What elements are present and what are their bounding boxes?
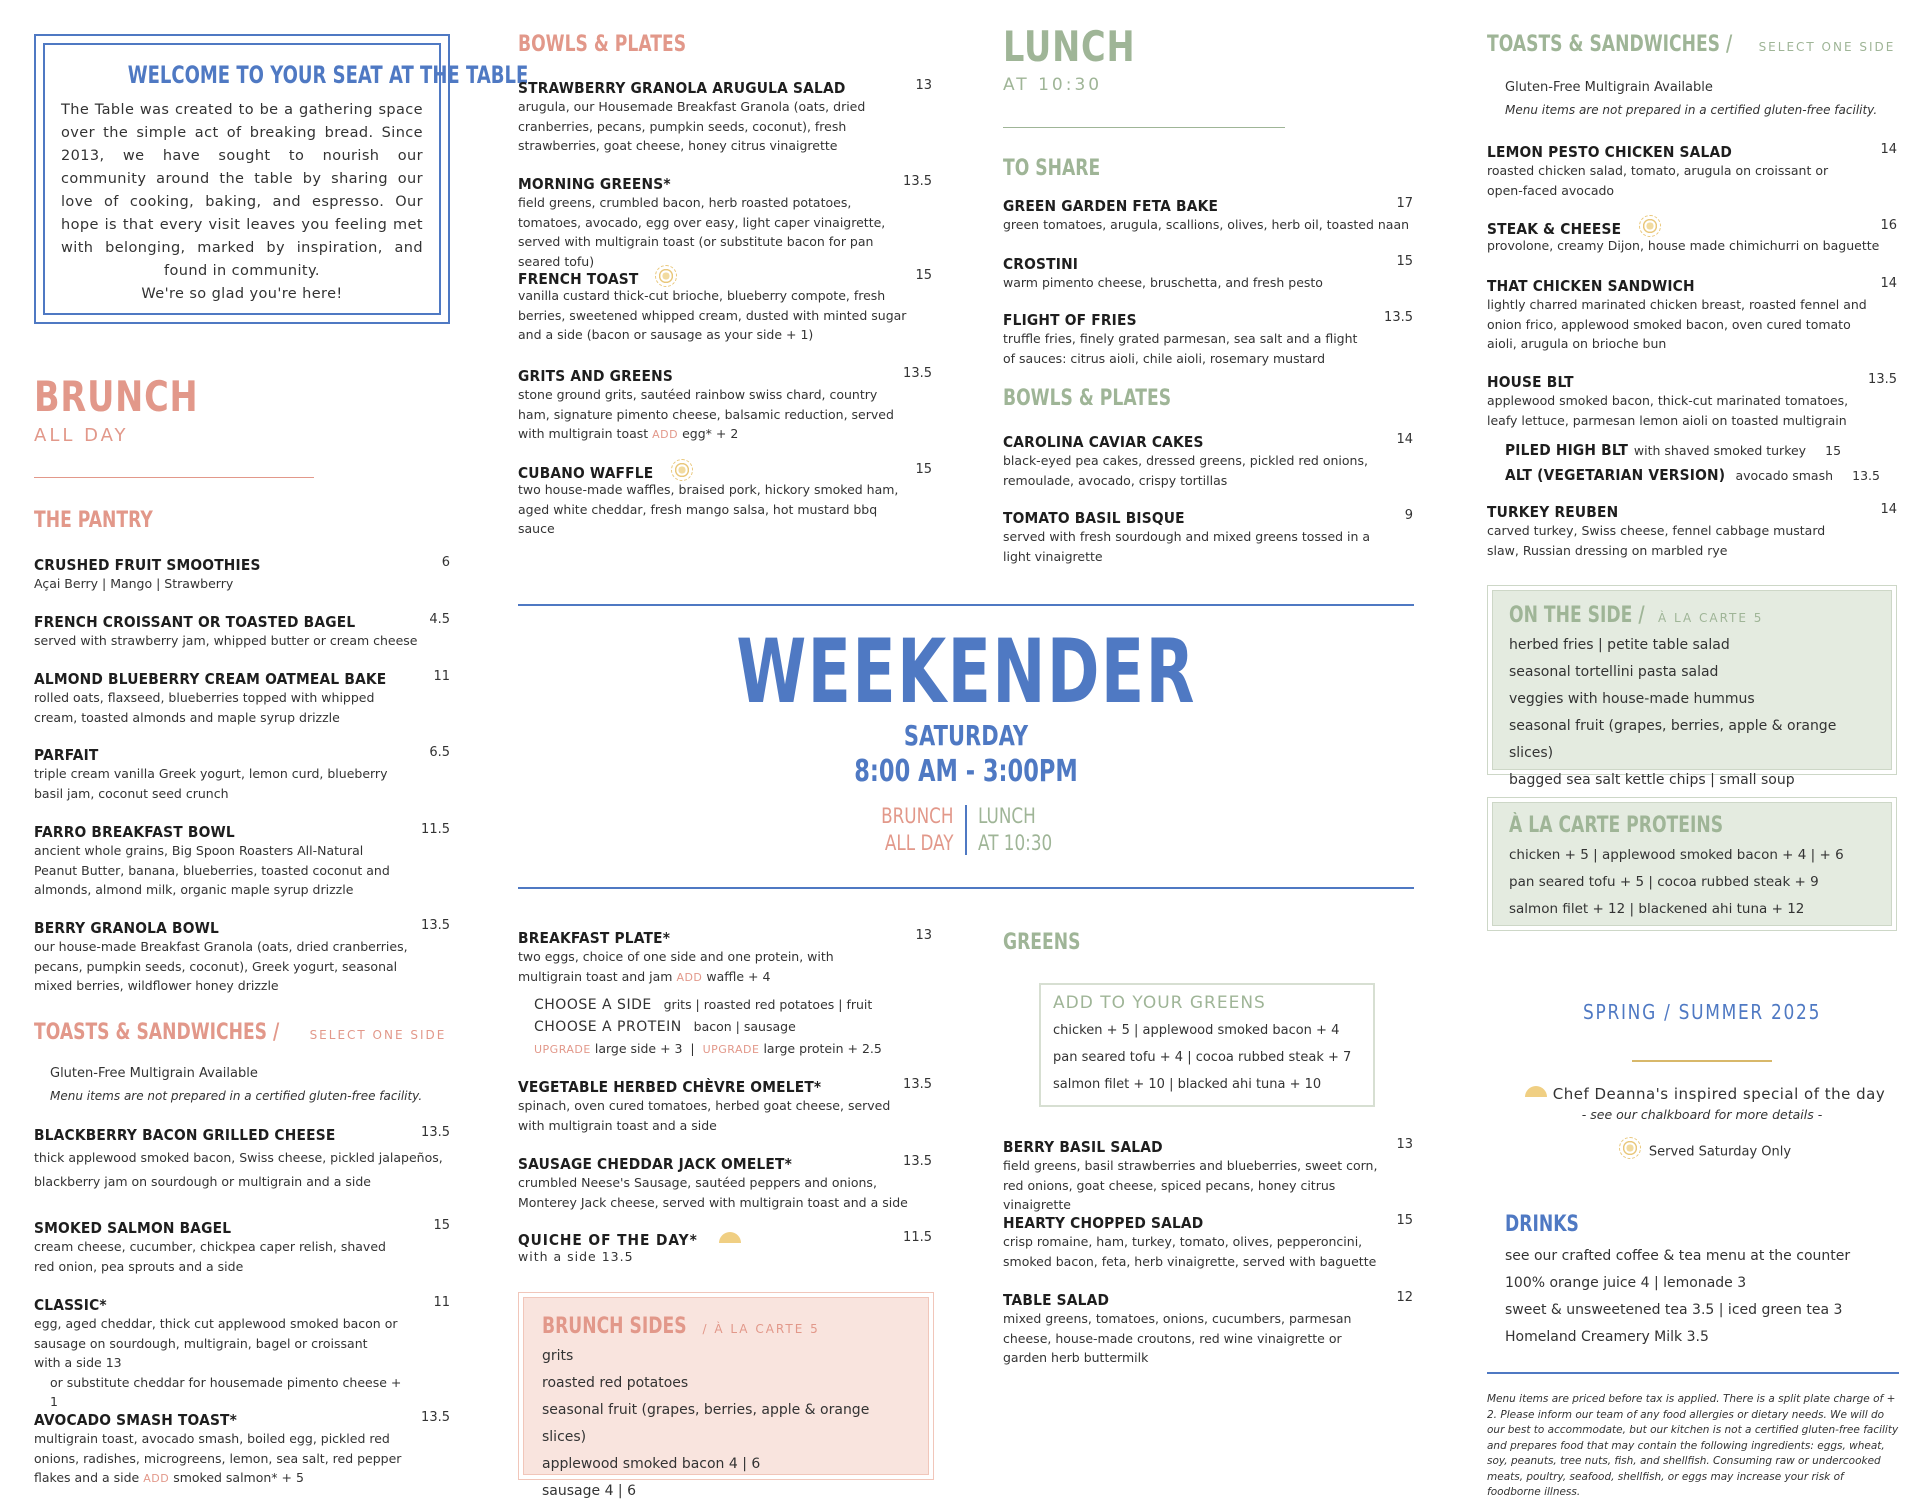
menu-item xyxy=(518,366,932,445)
gf-note: Gluten-Free Multigrain Available xyxy=(1505,80,1713,95)
item-name: BERRY BASIL SALAD xyxy=(1003,1138,1163,1156)
proteins-title: À LA CARTE PROTEINS xyxy=(1509,813,1724,838)
menu-item xyxy=(1003,1290,1413,1368)
menu-item xyxy=(1003,254,1413,293)
item-price: 13.5 xyxy=(903,1154,932,1169)
variant-name: PILED HIGH BLT xyxy=(1505,441,1629,459)
desc-text: two eggs, choice of one side and one protein, with multigrain toast and jam xyxy=(518,949,834,984)
lunch-title: LUNCH xyxy=(1003,22,1136,71)
item-price: 6.5 xyxy=(429,745,450,760)
add-greens-box xyxy=(1039,983,1375,1107)
item-desc xyxy=(518,385,932,445)
protein-item: chicken + 5 | applewood smoked bacon + 4 | + 6 xyxy=(1509,847,1844,863)
item-name: TURKEY REUBEN xyxy=(1487,503,1619,521)
item-desc: truffle fries, finely grated parmesan, sea salt and a flight of sauces: citrus aioli, chile aioli, rosemary mustard xyxy=(1003,331,1358,366)
menu-item xyxy=(34,745,450,803)
menu-item xyxy=(518,462,932,539)
toasts-subtitle: SELECT ONE SIDE xyxy=(309,1028,447,1042)
lunch-bowls-title: BOWLS & PLATES xyxy=(1003,386,1172,411)
add-greens-line: salmon filet + 10 | blacked ahi tuna + 10 xyxy=(1053,1077,1322,1092)
item-price: 6 xyxy=(441,555,450,570)
side-item: veggies with house-made hummus xyxy=(1509,691,1755,707)
item-desc xyxy=(518,947,932,987)
menu-item xyxy=(34,1218,450,1276)
menu-item xyxy=(1003,1137,1413,1215)
desc-text: stone ground grits, sautéed rainbow swiss chard, country ham, signature pimento cheese, balsamic reduction, served with multigrain toast xyxy=(518,387,894,441)
item-name: VEGETABLE HERBED CHÈVRE OMELET* xyxy=(518,1078,822,1096)
item-desc: applewood smoked bacon, thick-cut marinated tomatoes, leafy lettuce, parmesan lemon aioli on toasted multigrain xyxy=(1487,393,1849,428)
item-name: STEAK & CHEESE xyxy=(1487,219,1622,238)
brunch-sides-subtitle: / À LA CARTE 5 xyxy=(702,1322,820,1336)
item-price: 13 xyxy=(1396,1137,1413,1152)
welcome-text: The Table was created to be a gathering space over the simple act of breaking bread. Since 2013, we have sought to nourish our community around the table by sharing our love of cooking, baking, and espresso. Our hope is that every visit leaves you feeling met with belonging, marked by inspiration, and found in community. xyxy=(61,102,423,279)
choose-side-label: CHOOSE A SIDE xyxy=(534,997,652,1013)
item-price: 12 xyxy=(1396,1290,1413,1305)
item-name: THAT CHICKEN SANDWICH xyxy=(1487,277,1695,295)
brunch-sides-box xyxy=(518,1292,934,1499)
menu-item xyxy=(1003,310,1413,368)
item-price: 13.5 xyxy=(421,1410,450,1425)
upgrade-label: UPGRADE xyxy=(702,1043,760,1056)
item-price: 14 xyxy=(1880,502,1897,517)
menu-item xyxy=(1003,1213,1413,1271)
item-name: CAROLINA CAVIAR CAKES xyxy=(1003,433,1204,451)
welcome-closing: We're so glad you're here! xyxy=(141,286,343,302)
item-desc: served with strawberry jam, whipped butter or cream cheese xyxy=(34,633,418,648)
on-the-side-subtitle: À LA CARTE 5 xyxy=(1658,611,1764,625)
menu-item xyxy=(34,612,450,651)
item-desc xyxy=(34,1429,410,1489)
drink-item: Homeland Creamery Milk 3.5 xyxy=(1505,1329,1709,1345)
item-desc: green tomatoes, arugula, scallions, olives, herb oil, toasted naan xyxy=(1003,217,1410,232)
item-desc: mixed greens, tomatoes, onions, cucumbers, parmesan cheese, house-made croutons, red wine vinaigrette or garden herb buttermilk xyxy=(1003,1311,1352,1365)
item-desc: ancient whole grains, Big Spoon Roasters All-Natural Peanut Butter, banana, blueberries, toasted coconut and almonds, almond milk, organic maple syrup drizzle xyxy=(34,843,390,897)
menu-item xyxy=(1487,276,1897,354)
brunch-side-item: seasonal fruit (grapes, berries, apple & orange slices) xyxy=(542,1402,870,1445)
item-desc: thick applewood smoked bacon, Swiss cheese, pickled jalapeños, blackberry jam on sourdough or multigrain and a side xyxy=(34,1150,443,1189)
item-price: 14 xyxy=(1396,432,1413,447)
item-name: HOUSE BLT xyxy=(1487,373,1574,391)
item-desc: rolled oats, flaxseed, blueberries topped with whipped cream, toasted almonds and maple syrup drizzle xyxy=(34,690,375,725)
item-name: FRENCH TOAST xyxy=(518,269,639,288)
add-label: ADD xyxy=(676,970,703,984)
choose-protein-label: CHOOSE A PROTEIN xyxy=(534,1019,682,1035)
menu-item xyxy=(518,1154,932,1212)
item-name: LEMON PESTO CHICKEN SALAD xyxy=(1487,143,1733,161)
upgrade-side: large side + 3 xyxy=(594,1041,683,1056)
item-name: QUICHE OF THE DAY* xyxy=(518,1231,698,1249)
item-desc: vanilla custard thick-cut brioche, blueberry compote, fresh berries, sweetened whipped cream, dusted with minted sugar and a side (bacon or sausage as your side + 1) xyxy=(518,288,907,342)
add-greens-line: pan seared tofu + 4 | cocoa rubbed steak + 7 xyxy=(1053,1050,1352,1065)
item-price: 9 xyxy=(1404,508,1413,523)
item-desc: roasted chicken salad, tomato, arugula on croissant or open-faced avocado xyxy=(1487,163,1829,198)
item-price: 15 xyxy=(1396,1213,1413,1228)
item-desc: served with fresh sourdough and mixed greens tossed in a light vinaigrette xyxy=(1003,529,1371,564)
item-desc: cream cheese, cucumber, chickpea caper relish, shaved red onion, pea sprouts and a side xyxy=(34,1239,386,1274)
item-price: 15 xyxy=(915,462,932,477)
menu-item xyxy=(518,1230,932,1267)
item-name: GRITS AND GREENS xyxy=(518,367,673,385)
mode-lunch-sub: AT 10:30 xyxy=(978,831,1053,855)
pantry-title: THE PANTRY xyxy=(34,508,153,533)
greens-title: GREENS xyxy=(1003,930,1081,955)
drink-item: sweet & unsweetened tea 3.5 | iced green tea 3 xyxy=(1505,1302,1843,1318)
item-name: CROSTINI xyxy=(1003,255,1079,273)
menu-item xyxy=(1003,432,1413,490)
season-block xyxy=(1487,1000,1917,1162)
item-name: BERRY GRANOLA BOWL xyxy=(34,919,220,937)
item-name: MORNING GREENS* xyxy=(518,175,671,193)
item-desc: crumbled Neese's Sausage, sautéed peppers and onions, Monterey Jack cheese, served with multigrain toast and a side xyxy=(518,1175,908,1210)
footer-note: Menu items are priced before tax is applied. There is a split plate charge of + 2. Please inform our team of any food allergies or dietary needs. We will do our best to accommodate, but our kitchen is not a certified gluten-free facility and prepares food that may contain the following ingredients: eggs, wheat, soy, peanuts, tree nuts, fish, and shellfish. Consuming raw or undercooked meats, poultry, seafood, shellfish, or eggs may increase your risk of foodborne illness. xyxy=(1487,1393,1899,1498)
menu-item xyxy=(34,555,450,594)
item-desc-sub: or substitute cheddar for housemade pimento cheese + 1 xyxy=(50,1374,402,1409)
protein-item: pan seared tofu + 5 | cocoa rubbed steak + 9 xyxy=(1509,874,1819,890)
item-price: 13.5 xyxy=(1384,310,1413,325)
season-title: SPRING / SUMMER 2025 xyxy=(1582,1000,1822,1024)
item-price: 4.5 xyxy=(429,612,450,627)
item-desc: provolone, creamy Dijon, house made chimichurri on baguette xyxy=(1487,238,1880,253)
menu-item xyxy=(34,1410,450,1489)
item-desc: triple cream vanilla Greek yogurt, lemon curd, blueberry basil jam, coconut seed crunch xyxy=(34,766,388,801)
item-name: CLASSIC* xyxy=(34,1296,107,1314)
item-price: 17 xyxy=(1396,196,1413,211)
side-item: bagged sea salt kettle chips | small soup xyxy=(1509,772,1795,788)
brunch-subtitle: ALL DAY xyxy=(34,425,129,446)
lunch-toasts-title: TOASTS & SANDWICHES / xyxy=(1487,32,1733,57)
item-desc: warm pimento cheese, bruschetta, and fresh pesto xyxy=(1003,275,1323,290)
item-name: GREEN GARDEN FETA BAKE xyxy=(1003,197,1219,215)
item-name: BREAKFAST PLATE* xyxy=(518,929,671,947)
item-price: 13 xyxy=(915,928,932,943)
item-desc: lightly charred marinated chicken breast, roasted fennel and onion frico, applewood smoked bacon, oven cured tomato aioli, arugula on brioche bun xyxy=(1487,297,1867,351)
weekender-day: SATURDAY xyxy=(903,719,1029,752)
choose-options: CHOOSE A SIDE grits | roasted red potatoes | fruit CHOOSE A PROTEIN bacon | sausage UPGRADE large side + 3 | UPGRADE large protein + 2.5 xyxy=(534,997,882,1056)
item-price: 13.5 xyxy=(421,918,450,933)
item-name: CUBANO WAFFLE xyxy=(518,463,654,482)
menu-item xyxy=(34,822,450,900)
welcome-title: WELCOME TO YOUR SEAT AT THE TABLE xyxy=(127,61,529,89)
item-price: 13 xyxy=(915,78,932,93)
variant-price: 15 xyxy=(1825,443,1842,458)
weekender-title: WEEKENDER xyxy=(736,620,1196,723)
variant-price: 13.5 xyxy=(1852,468,1880,483)
lunch-subtitle: AT 10:30 xyxy=(1003,75,1103,95)
variant-name: ALT (VEGETARIAN VERSION) xyxy=(1505,466,1726,484)
divider xyxy=(34,477,314,478)
item-price: 14 xyxy=(1880,142,1897,157)
protein-item: salmon filet + 12 | blackened ahi tuna + 12 xyxy=(1509,901,1805,917)
brunch-side-item: applewood smoked bacon 4 | 6 xyxy=(542,1456,761,1472)
menu-item xyxy=(34,918,450,996)
item-price: 15 xyxy=(433,1218,450,1233)
toasts-title: TOASTS & SANDWICHES / xyxy=(34,1020,280,1045)
choose-protein-options: bacon | sausage xyxy=(693,1019,796,1034)
item-desc: egg, aged cheddar, thick cut applewood smoked bacon or sausage on sourdough, multigrain, bagel or croissant xyxy=(34,1316,398,1351)
item-desc: our house-made Breakfast Granola (oats, dried cranberries, pecans, pumpkin seeds, coconut), Greek yogurt, seasonal mixed berries, wildflower honey drizzle xyxy=(34,939,408,993)
item-name: BLACKBERRY BACON GRILLED CHEESE xyxy=(34,1126,336,1144)
menu-item xyxy=(518,268,932,345)
sun-flower-icon xyxy=(1639,215,1661,237)
mode-divider xyxy=(965,805,967,855)
add-text: waffle + 4 xyxy=(706,968,771,984)
lunch-toasts-subtitle: SELECT ONE SIDE xyxy=(1758,40,1896,54)
item-name: FRENCH CROISSANT OR TOASTED BAGEL xyxy=(34,613,356,631)
item-price: 13.5 xyxy=(903,366,932,381)
item-name: STRAWBERRY GRANOLA ARUGULA SALAD xyxy=(518,79,846,97)
item-price: 13.5 xyxy=(421,1125,450,1140)
add-text: smoked salmon* + 5 xyxy=(173,1470,304,1485)
facility-note: Menu items are not prepared in a certified gluten-free facility. xyxy=(50,1089,423,1103)
item-price: 11.5 xyxy=(421,822,450,837)
menu-item xyxy=(1487,218,1897,256)
item-price: 11 xyxy=(433,1295,450,1310)
sun-flower-icon xyxy=(671,459,693,481)
facility-note: Menu items are not prepared in a certified gluten-free facility. xyxy=(1505,103,1878,117)
brunch-side-item: sausage 4 | 6 xyxy=(542,1483,637,1499)
add-label: ADD xyxy=(143,1472,170,1485)
item-name: HEARTY CHOPPED SALAD xyxy=(1003,1214,1204,1232)
menu-item xyxy=(1487,502,1897,560)
add-greens-title: ADD TO YOUR GREENS xyxy=(1053,993,1266,1013)
item-name: FLIGHT OF FRIES xyxy=(1003,311,1137,329)
menu-item xyxy=(34,1295,450,1412)
special-subtext: - see our chalkboard for more details - xyxy=(1581,1107,1823,1122)
on-the-side-title: ON THE SIDE / xyxy=(1509,603,1645,628)
drinks-title: DRINKS xyxy=(1505,1212,1579,1237)
item-name: SAUSAGE CHEDDAR JACK OMELET* xyxy=(518,1155,793,1173)
item-price: 15 xyxy=(1396,254,1413,269)
sunrise-icon xyxy=(719,1232,741,1243)
menu-item xyxy=(1003,196,1413,235)
side-item: seasonal fruit (grapes, berries, apple & orange slices) xyxy=(1509,718,1837,761)
item-price: 11.5 xyxy=(903,1230,932,1245)
variant-desc: avocado smash xyxy=(1735,468,1834,483)
menu-item xyxy=(1487,372,1897,430)
menu-item xyxy=(34,669,450,727)
menu-item xyxy=(518,1077,932,1135)
mode-brunch-sub: ALL DAY xyxy=(885,831,954,855)
menu-item xyxy=(1487,142,1897,200)
item-desc: spinach, oven cured tomatoes, herbed goat cheese, served with multigrain toast and a side xyxy=(518,1098,891,1133)
menu-item xyxy=(518,174,932,271)
item-desc: carved turkey, Swiss cheese, fennel cabbage mustard slaw, Russian dressing on marbled rye xyxy=(1487,523,1826,558)
item-price: 16 xyxy=(1880,218,1897,233)
item-price: 13.5 xyxy=(903,174,932,189)
brunch-side-item: grits xyxy=(542,1348,574,1364)
drinks-list xyxy=(1505,1243,1850,1351)
item-name: SMOKED SALMON BAGEL xyxy=(34,1219,232,1237)
menu-item xyxy=(34,1125,450,1194)
menu-item xyxy=(518,78,932,156)
add-text: egg* + 2 xyxy=(682,426,739,441)
side-item: herbed fries | petite table salad xyxy=(1509,637,1730,653)
weekender-banner xyxy=(518,606,1414,886)
weekender-hours: 8:00 AM - 3:00PM xyxy=(854,754,1078,789)
item-name: FARRO BREAKFAST BOWL xyxy=(34,823,235,841)
season-rule xyxy=(1632,1060,1772,1062)
item-name: ALMOND BLUEBERRY CREAM OATMEAL BAKE xyxy=(34,670,387,688)
side-item: seasonal tortellini pasta salad xyxy=(1509,664,1719,680)
item-name: AVOCADO SMASH TOAST* xyxy=(34,1411,238,1429)
item-desc: black-eyed pea cakes, dressed greens, pickled red onions, remoulade, avocado, crispy tortillas xyxy=(1003,453,1368,488)
divider xyxy=(1003,127,1285,128)
sun-flower-icon xyxy=(655,265,677,287)
alt-variant xyxy=(1505,465,1880,484)
choose-side-options: grits | roasted red potatoes | fruit xyxy=(663,997,873,1012)
item-name: PARFAIT xyxy=(34,746,99,764)
bowls-title: BOWLS & PLATES xyxy=(518,32,687,57)
weekender-modes xyxy=(518,803,1414,859)
item-desc-side: with a side 13 xyxy=(34,1355,122,1370)
menu-item xyxy=(518,928,932,987)
brunch-side-item: roasted red potatoes xyxy=(542,1375,689,1391)
item-desc: arugula, our Housemade Breakfast Granola (oats, dried cranberries, pecans, pumpkin seeds, coconut), fresh strawberries, goat cheese, honey citrus vinaigrette xyxy=(518,99,866,153)
drink-item: 100% orange juice 4 | lemonade 3 xyxy=(1505,1275,1747,1291)
on-the-side-box xyxy=(1487,585,1897,788)
item-desc: two house-made waffles, braised pork, hickory smoked ham, aged white cheddar, fresh mango salsa, hot mustard bbq sauce xyxy=(518,482,899,536)
item-desc: with a side 13.5 xyxy=(518,1249,634,1264)
item-desc: crisp romaine, ham, turkey, tomato, olives, pepperoncini, smoked bacon, feta, herb vinaigrette, served with baguette xyxy=(1003,1234,1377,1269)
item-price: 13.5 xyxy=(903,1077,932,1092)
add-greens-line: chicken + 5 | applewood smoked bacon + 4 xyxy=(1053,1023,1340,1038)
item-desc: field greens, crumbled bacon, herb roasted potatoes, tomatoes, avocado, egg over easy, light caper vinaigrette, served with multigrain toast (or substitute bacon for pan seared tofu) xyxy=(518,195,886,269)
item-desc: Açai Berry | Mango | Strawberry xyxy=(34,576,234,591)
upgrade-label: UPGRADE xyxy=(534,1043,591,1056)
drink-item: see our crafted coffee & tea menu at the counter xyxy=(1505,1248,1851,1264)
item-name: TABLE SALAD xyxy=(1003,1291,1110,1309)
brunch-sides-title: BRUNCH SIDES xyxy=(542,1314,687,1339)
sun-flower-icon xyxy=(1619,1137,1641,1159)
special-text: Chef Deanna's inspired special of the day xyxy=(1552,1085,1886,1103)
footer-rule xyxy=(1487,1372,1899,1374)
mode-lunch: LUNCH xyxy=(978,804,1036,828)
upgrade-protein: large protein + 2.5 xyxy=(763,1041,882,1056)
item-price: 15 xyxy=(915,268,932,283)
saturday-only: Served Saturday Only xyxy=(1648,1144,1792,1160)
brunch-title: BRUNCH xyxy=(34,372,199,421)
proteins-box xyxy=(1487,797,1897,931)
item-price: 13.5 xyxy=(1868,372,1897,387)
add-label: ADD xyxy=(652,428,679,441)
welcome-box xyxy=(34,34,529,324)
mode-brunch: BRUNCH xyxy=(881,804,954,828)
item-price: 14 xyxy=(1880,276,1897,291)
variant-desc: with shaved smoked turkey xyxy=(1633,443,1807,458)
blt-variant xyxy=(1505,440,1841,459)
desc-text: multigrain toast, avocado smash, boiled egg, pickled red onions, radishes, microgreens, lemon, sea salt, red pepper flakes and a side xyxy=(34,1431,402,1485)
weekender-bottom-rule xyxy=(518,887,1414,889)
item-price: 11 xyxy=(433,669,450,684)
item-name: TOMATO BASIL BISQUE xyxy=(1003,509,1185,527)
gf-note: Gluten-Free Multigrain Available xyxy=(50,1066,258,1081)
item-name: CRUSHED FRUIT SMOOTHIES xyxy=(34,556,261,574)
sunrise-icon xyxy=(1525,1086,1547,1097)
item-desc: field greens, basil strawberries and blueberries, sweet corn, red onions, goat cheese, spiced pecans, honey citrus vinaigrette xyxy=(1003,1158,1378,1212)
menu-item xyxy=(1003,508,1413,566)
share-title: TO SHARE xyxy=(1003,156,1101,181)
